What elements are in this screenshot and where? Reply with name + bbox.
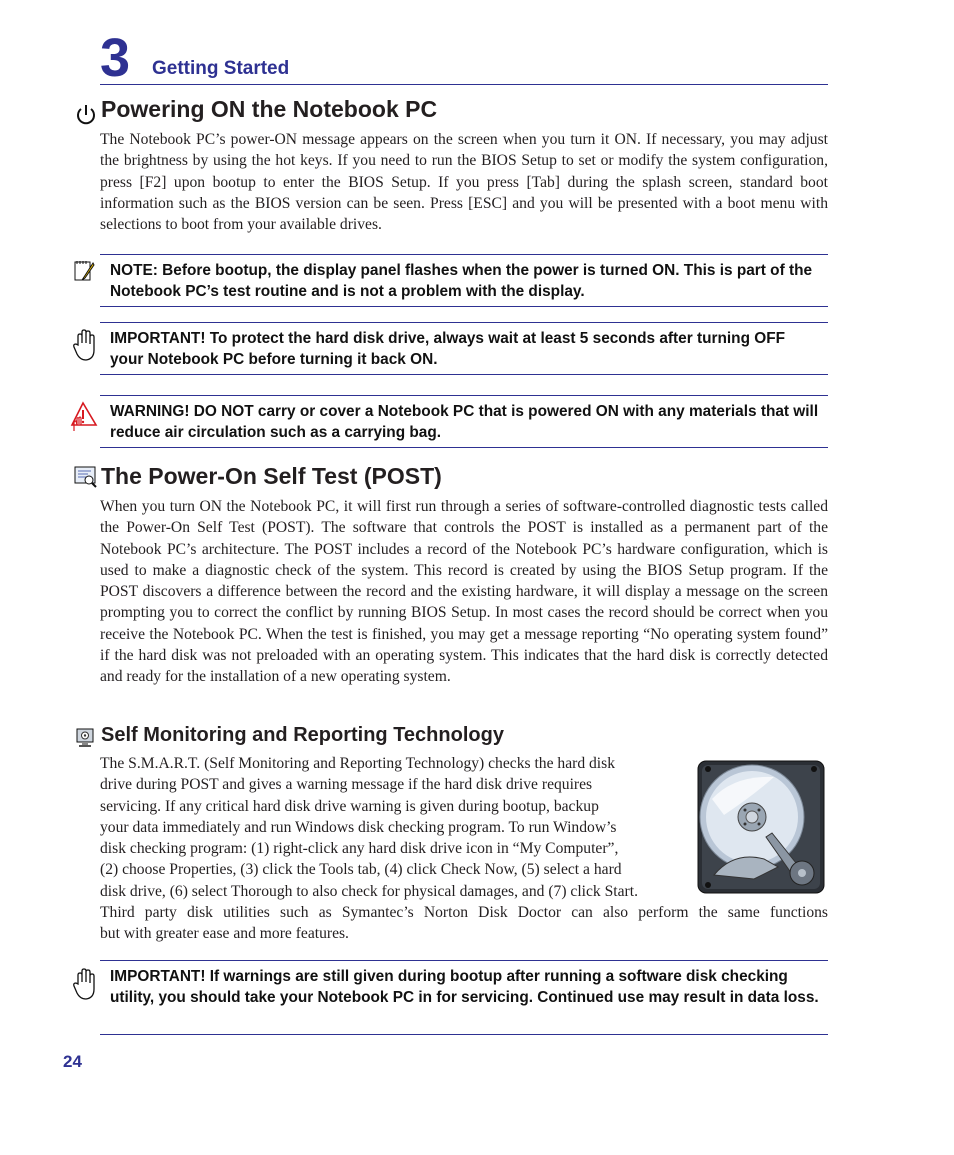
chapter-number: 3 (100, 28, 131, 88)
note-pencil-icon (73, 259, 95, 283)
smart-line: drive during POST and gives a warning message if the hard disk drive requires (100, 776, 593, 794)
important-box-1 (100, 322, 828, 375)
note-box (100, 254, 828, 307)
diagnostic-screen-icon (74, 466, 98, 488)
smart-line: your data immediately and run Windows disk checking program. To run Window’s (100, 818, 617, 836)
powering-paragraph: The Notebook PC’s power-ON message appears on the screen when you turn it ON. If necessary, you may adjust the brightness by using the hot keys. If you need to run the BIOS Setup to set or modify the system configuration, press [F2] upon bootup to enter the BIOS Setup. If you press [Tab] during the splash screen, standard boot information such as the BIOS version can be seen. Press [ESC] and you will be presented with a boot menu with selections to boot from your available drives. (100, 131, 828, 234)
hand-stop-icon (73, 967, 97, 1001)
note-text: NOTE: Before bootup, the display panel flashes when the power is turned ON. This is part of the Notebook PC’s test routine and is not a problem with the display. (110, 262, 813, 300)
section-heading-smart: Self Monitoring and Reporting Technology (101, 724, 504, 746)
warning-triangle-icon (70, 401, 98, 433)
smart-line: servicing. If any critical hard disk drive warning is given during bootup, backup (100, 797, 599, 815)
smart-line: Third party disk utilities such as Symantec’s Norton Disk Doctor can also perform the same functions (100, 904, 828, 922)
smart-line: (2) choose Properties, (3) click the Tools tab, (4) click Check Now, (5) select a hard (100, 861, 622, 879)
hand-stop-icon (73, 328, 97, 362)
important-text-2: IMPORTANT! If warnings are still given during bootup after running a software disk checking utility, you should take your Notebook PC in for servicing. Continued use may result in data loss. (110, 968, 819, 1006)
warning-text: WARNING! DO NOT carry or cover a Notebook PC that is powered ON with any materials that will reduce air circulation such as a carrying bag. (110, 403, 819, 441)
power-icon (75, 103, 97, 127)
important-box-2 (100, 960, 828, 1035)
smart-line: disk drive, (6) select Thorough to also check for physical damages, and (7) click Start. (100, 882, 638, 900)
section-heading-powering: Powering ON the Notebook PC (101, 96, 438, 122)
smart-line: but with greater ease and more features. (100, 925, 349, 943)
chapter-title: Getting Started (152, 58, 290, 79)
hard-disk-drive-image (694, 755, 828, 897)
smart-line: The S.M.A.R.T. (Self Monitoring and Reporting Technology) checks the hard disk (100, 755, 616, 772)
page-number: 24 (63, 1052, 82, 1071)
section-heading-post: The Power-On Self Test (POST) (101, 463, 442, 489)
important-text-1: IMPORTANT! To protect the hard disk drive, always wait at least 5 seconds after turning OFF your Notebook PC before turning it back ON. (110, 330, 786, 368)
post-paragraph: When you turn ON the Notebook PC, it will first run through a series of software-controlled diagnostic tests called the Power-On Self Test (POST). The software that controls the POST is installed as a permanent part of the Notebook PC’s architecture. The POST includes a record of the Notebook PC’s hardware configuration, which is used to make a diagnostic check of the system. This record is created by using the BIOS Setup program. If the POST discovers a difference between the record and the existing hardware, it will display a message on the screen prompting you to correct the conflict by running BIOS Setup. In most cases the record should be correct when you receive the Notebook PC. When the test is finished, you may get a message reporting “No operating system found” if the hard disk was not preloaded with an operating system. This indicates that the hard disk is correctly detected and ready for the installation of a new operating system. (100, 498, 828, 686)
warning-box (100, 395, 828, 448)
monitor-gear-icon (75, 727, 97, 749)
chapter-divider (100, 84, 828, 85)
smart-line: disk checking program: (1) right-click any hard disk drive icon in “My Computer”, (100, 840, 619, 858)
